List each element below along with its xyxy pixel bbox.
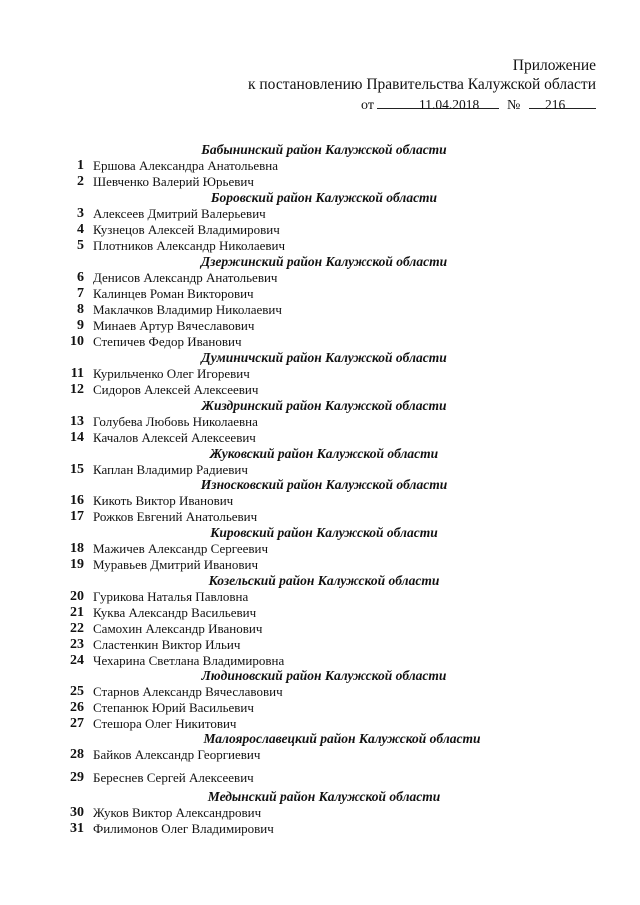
district-heading: Износковский район Калужской области	[200, 477, 448, 492]
person-name: Минаев Артур Вячеславович	[93, 318, 255, 333]
list-item	[0, 414, 640, 430]
list-item	[0, 700, 640, 716]
item-number: 18	[70, 541, 84, 556]
person-name: Старнов Александр Вячеславович	[93, 684, 283, 699]
district-heading: Кировский район Калужской области	[210, 525, 438, 540]
person-name: Кузнецов Алексей Владимирович	[93, 222, 280, 237]
list-item	[0, 747, 640, 763]
person-name: Гурикова Наталья Павловна	[93, 589, 249, 604]
list-item	[0, 158, 640, 174]
person-name: Рожков Евгений Анатольевич	[93, 509, 258, 524]
list-item	[0, 174, 640, 190]
item-number: 30	[70, 805, 84, 820]
item-number: 9	[77, 318, 84, 333]
person-name: Стешора Олег Никитович	[93, 716, 237, 731]
list-item	[0, 770, 640, 786]
item-number: 11	[70, 366, 84, 381]
item-number: 10	[70, 334, 84, 349]
person-name: Ершова Александра Анатольевна	[93, 158, 279, 173]
person-name: Курильченко Олег Игоревич	[93, 366, 250, 381]
item-number: 27	[70, 716, 84, 731]
resolution-number: 216	[545, 97, 566, 112]
person-name: Маклачков Владимир Николаевич	[93, 302, 282, 317]
list-item	[0, 206, 640, 222]
list-item	[0, 684, 640, 700]
item-number: 13	[70, 414, 84, 429]
person-name: Степанюк Юрий Васильевич	[93, 700, 254, 715]
list-item	[0, 302, 640, 318]
list-item	[0, 821, 640, 837]
person-name: Филимонов Олег Владимирович	[93, 821, 274, 836]
item-number: 15	[70, 462, 84, 477]
person-name: Муравьев Дмитрий Иванович	[93, 557, 259, 572]
person-name: Качалов Алексей Алексеевич	[93, 430, 256, 445]
item-number: 6	[77, 270, 84, 285]
document-header	[248, 56, 596, 114]
list-item	[0, 286, 640, 302]
item-number: 2	[77, 174, 84, 189]
item-number: 29	[70, 770, 84, 785]
list-item	[0, 382, 640, 398]
item-number: 1	[77, 158, 84, 173]
item-number: 7	[77, 286, 84, 301]
list-item	[0, 589, 640, 605]
item-number: 25	[70, 684, 84, 699]
list-item	[0, 270, 640, 286]
resolution-date: 11.04.2018	[419, 97, 480, 112]
list-item	[0, 509, 640, 525]
item-number: 22	[70, 621, 84, 636]
district-heading: Думиничский район Калужской области	[201, 350, 447, 365]
person-name: Калинцев Роман Викторович	[93, 286, 254, 301]
list-item	[0, 637, 640, 653]
list-item	[0, 462, 640, 478]
item-number: 5	[77, 238, 84, 253]
person-name: Шевченко Валерий Юрьевич	[93, 174, 254, 189]
district-heading: Козельский район Калужской области	[208, 573, 440, 588]
item-number: 17	[70, 509, 84, 524]
person-name: Степичев Федор Иванович	[93, 334, 242, 349]
person-name: Самохин Александр Иванович	[93, 621, 263, 636]
item-number: 16	[70, 493, 84, 508]
person-name: Голубева Любовь Николаевна	[93, 414, 258, 429]
item-number: 26	[70, 700, 84, 715]
person-name: Кикоть Виктор Иванович	[93, 493, 234, 508]
item-number: 8	[77, 302, 84, 317]
list-item	[0, 557, 640, 573]
person-name: Куква Александр Васильевич	[93, 605, 257, 620]
district-heading: Боровский район Калужской области	[210, 190, 438, 205]
district-heading: Медынский район Калужской области	[207, 789, 441, 804]
item-number: 21	[70, 605, 84, 620]
list-item	[0, 430, 640, 446]
item-number: 23	[70, 637, 84, 652]
person-name: Береснев Сергей Алексеевич	[93, 770, 254, 785]
item-number: 20	[70, 589, 84, 604]
person-name: Байков Александр Георгиевич	[93, 747, 261, 762]
item-number: 19	[70, 557, 84, 572]
item-number: 28	[70, 747, 84, 762]
list-item	[0, 334, 640, 350]
person-name: Плотников Александр Николаевич	[93, 238, 285, 253]
item-number: 14	[70, 430, 84, 445]
list-item	[0, 238, 640, 254]
district-heading: Жиздринский район Калужской области	[201, 398, 447, 413]
person-name: Сидоров Алексей Алексеевич	[93, 382, 259, 397]
district-heading: Людиновский район Калужской области	[201, 668, 447, 683]
district-heading: Дзержинский район Калужской области	[200, 254, 448, 269]
item-number: 12	[70, 382, 84, 397]
list-item	[0, 605, 640, 621]
appendix-subtitle: к постановлению Правительства Калужской области	[247, 76, 596, 93]
district-heading: Малоярославецкий район Калужской области	[203, 731, 481, 746]
resolution-reference	[361, 94, 596, 114]
list-item	[0, 621, 640, 637]
item-number: 3	[77, 206, 84, 221]
person-name: Чехарина Светлана Владимировна	[93, 653, 285, 668]
item-number: 4	[77, 222, 84, 237]
item-number: 31	[70, 821, 84, 836]
person-name: Алексеев Дмитрий Валерьевич	[93, 206, 266, 221]
district-heading: Бабынинский район Калужской области	[201, 142, 447, 157]
person-name: Денисов Александр Анатольевич	[93, 270, 278, 285]
person-name: Каплан Владимир Радиевич	[93, 462, 248, 477]
list-item	[0, 805, 640, 821]
list-item	[0, 366, 640, 382]
list-item	[0, 493, 640, 509]
list-item	[0, 541, 640, 557]
appendix-title: Приложение	[512, 57, 596, 74]
person-name: Сластенкин Виктор Ильич	[93, 637, 241, 652]
list-item	[0, 222, 640, 238]
from-label: от	[361, 98, 374, 113]
person-name: Жуков Виктор Александрович	[93, 805, 262, 820]
list-item	[0, 653, 640, 669]
district-heading: Жуковский район Калужской области	[209, 446, 439, 461]
item-number: 24	[70, 653, 84, 668]
list-item	[0, 318, 640, 334]
number-label: №	[507, 98, 521, 113]
person-name: Мажичев Александр Сергеевич	[93, 541, 269, 556]
list-item	[0, 716, 640, 732]
